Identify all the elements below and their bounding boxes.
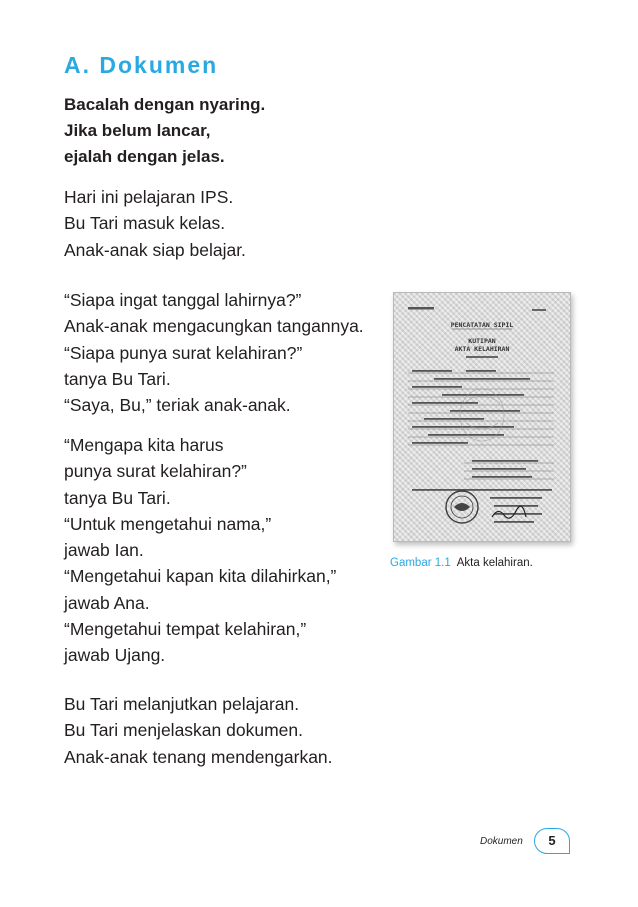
cert-signature bbox=[492, 506, 526, 518]
paragraph-3 bbox=[64, 432, 336, 669]
cert-doc-name: AKTA KELAHIRAN bbox=[454, 345, 510, 353]
text-line: “Mengapa kita harus bbox=[64, 435, 224, 455]
text-line: Anak-anak tenang mendengarkan. bbox=[64, 746, 333, 767]
text-line: jawab Ujang. bbox=[64, 645, 166, 666]
text-line: tanya Bu Tari. bbox=[64, 368, 171, 389]
text-line: Bu Tari masuk kelas. bbox=[64, 213, 226, 234]
text-line: tanya Bu Tari. bbox=[64, 487, 171, 508]
figure-caption-text: Akta kelahiran. bbox=[456, 557, 533, 569]
page-number-badge: 5 bbox=[534, 828, 570, 854]
cert-mark bbox=[532, 309, 546, 311]
paragraph-2 bbox=[64, 287, 364, 418]
text-line: Hari ini pelajaran IPS. bbox=[64, 187, 234, 207]
text-line: jawab Ana. bbox=[64, 592, 150, 613]
birth-certificate-image bbox=[393, 292, 571, 542]
certificate-illustration bbox=[394, 293, 570, 541]
text-line: “Mengetahui kapan kita dilahirkan,” bbox=[64, 566, 337, 587]
figure-label: Gambar 1.1 bbox=[390, 557, 451, 569]
paragraph-1 bbox=[64, 184, 246, 263]
cert-stamp bbox=[446, 491, 478, 523]
section-heading: A. Dokumen bbox=[64, 52, 219, 78]
text-line: Anak-anak mengacungkan tangannya. bbox=[64, 316, 364, 337]
text-line: jawab Ian. bbox=[64, 540, 144, 561]
paragraph-4 bbox=[64, 691, 333, 770]
footer-chapter-label: Dokumen bbox=[480, 836, 523, 847]
text-line: Anak-anak siap belajar. bbox=[64, 239, 246, 260]
reading-instruction bbox=[64, 92, 265, 170]
cert-doc-type: KUTIPAN bbox=[468, 337, 496, 345]
instruction-line: ejalah dengan jelas. bbox=[64, 147, 225, 166]
instruction-line: Bacalah dengan nyaring. bbox=[64, 95, 266, 114]
instruction-line: Jika belum lancar, bbox=[64, 121, 211, 140]
text-line: “Siapa punya surat kelahiran?” bbox=[64, 342, 303, 363]
cert-mark bbox=[408, 307, 434, 310]
text-line: punya surat kelahiran?” bbox=[64, 461, 247, 482]
cert-typed-text bbox=[412, 370, 552, 523]
cert-office: PENCATATAN SIPIL bbox=[450, 321, 514, 329]
text-line: Bu Tari menjelaskan dokumen. bbox=[64, 720, 303, 741]
text-line: “Saya, Bu,” teriak anak-anak. bbox=[64, 395, 291, 416]
text-line: Bu Tari melanjutkan pelajaran. bbox=[64, 694, 300, 714]
text-line: “Untuk mengetahui nama,” bbox=[64, 513, 272, 534]
text-line: “Mengetahui tempat kelahiran,” bbox=[64, 619, 307, 640]
figure-caption bbox=[390, 557, 533, 569]
text-line: “Siapa ingat tanggal lahirnya?” bbox=[64, 290, 302, 310]
